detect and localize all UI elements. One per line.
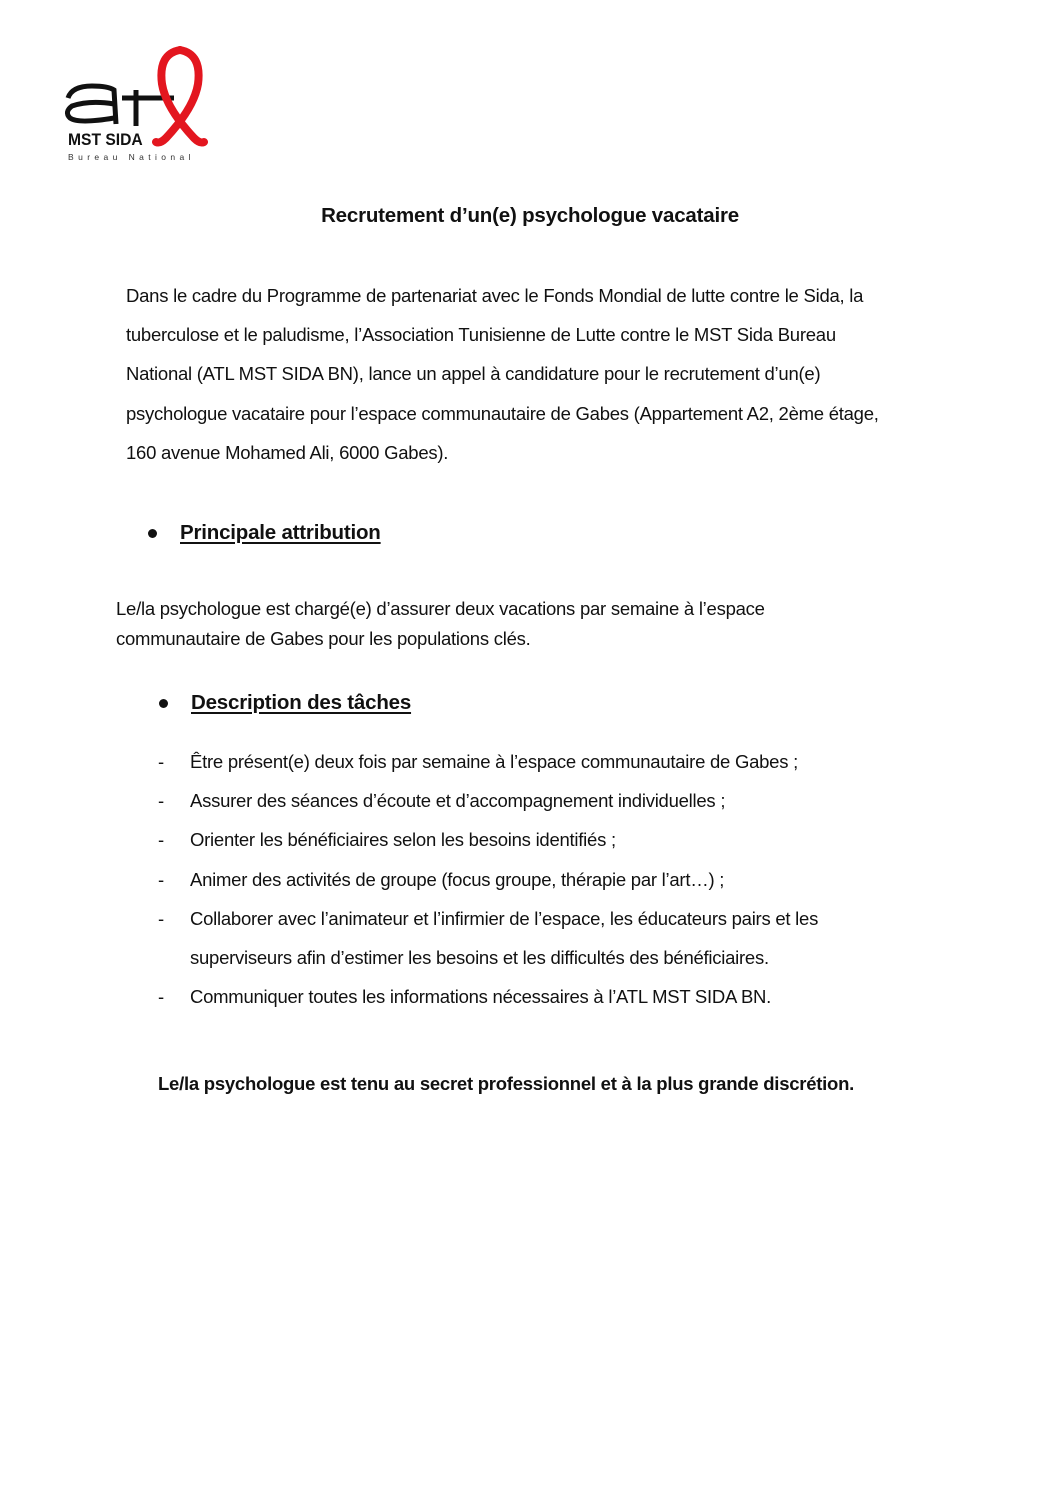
attribution-line: Le/la psychologue est chargé(e) d’assurer deux vacations par semaine à l’espace [116, 598, 765, 619]
section-heading-label: Principale attribution [180, 521, 381, 544]
attribution-line: communautaire de Gabes pour les populations clés. [116, 628, 531, 649]
task-text: Orienter les bénéficiaires selon les besoins identifiés ; [190, 829, 616, 851]
intro-line: Dans le cadre du Programme de partenariat avec le Fonds Mondial de lutte contre le Sida, la [126, 285, 864, 306]
atl-logo [62, 46, 212, 164]
dash-icon: - [158, 986, 164, 1008]
task-item [158, 977, 958, 1016]
task-text: superviseurs afin d’estimer les besoins et les difficultés des bénéficiaires. [190, 947, 769, 969]
task-item [158, 899, 958, 977]
intro-line: 160 avenue Mohamed Ali, 6000 Gabes). [126, 441, 449, 463]
task-text: Animer des activités de groupe (focus groupe, thérapie par l’art…) ; [190, 868, 725, 890]
section-heading-tasks [159, 691, 411, 715]
task-item [158, 860, 958, 899]
task-list [158, 742, 958, 1016]
task-text: Collaborer avec l’animateur et l’infirmier de l’espace, les éducateurs pairs et les [190, 907, 819, 929]
task-text: Communiquer toutes les informations nécessaires à l’ATL MST SIDA BN. [190, 986, 772, 1008]
closing-statement: Le/la psychologue est tenu au secret professionnel et à la plus grande discrétion. [158, 1073, 855, 1094]
task-text: Être présent(e) deux fois par semaine à l’espace communautaire de Gabes ; [190, 751, 798, 772]
logo-bureau-national-text: Bureau National [68, 152, 195, 162]
intro-line: tuberculose et le paludisme, l’Association Tunisienne de Lutte contre le MST Sida Bureau [126, 324, 836, 346]
dash-icon: - [158, 790, 164, 812]
intro-line: psychologue vacataire pour l’espace communautaire de Gabes (Appartement A2, 2ème étage, [126, 402, 879, 424]
section-heading-attribution [148, 521, 381, 545]
dash-icon: - [158, 868, 164, 890]
bullet-icon [159, 699, 168, 708]
dash-icon: - [158, 829, 164, 851]
intro-line: National (ATL MST SIDA BN), lance un appel à candidature pour le recrutement d’un(e) [126, 363, 821, 385]
attribution-paragraph [116, 594, 916, 654]
intro-paragraph [126, 276, 956, 472]
task-item [158, 781, 958, 820]
bullet-icon [148, 529, 157, 538]
section-heading-label: Description des tâches [191, 691, 412, 714]
task-item [158, 820, 958, 859]
dash-icon: - [158, 751, 164, 772]
task-item [158, 742, 958, 781]
logo-mst-sida-text: MST SIDA [68, 130, 143, 149]
document-title: Recrutement d’un(e) psychologue vacataire [321, 204, 739, 227]
dash-icon: - [158, 907, 164, 929]
task-text: Assurer des séances d’écoute et d’accompagnement individuelles ; [190, 790, 726, 812]
